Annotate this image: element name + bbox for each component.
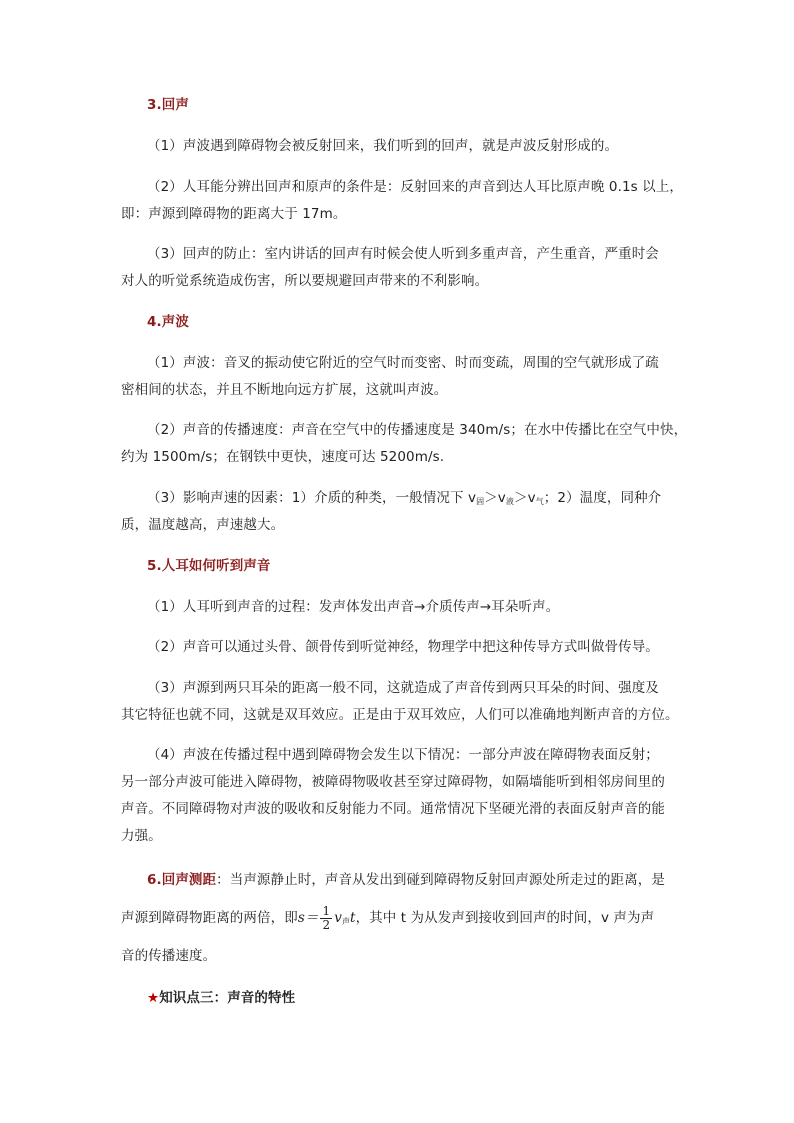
s4-p3-gt-1: ＞v <box>484 490 506 506</box>
s3-paragraph-3-line-2: 对人的听觉系统造成伤害，所以要规避回声带来的不利影响。 <box>121 273 489 289</box>
s5-paragraph-1: （1）人耳听到声音的过程：发声体发出声音→介质传声→耳朵听声。 <box>147 599 560 615</box>
s5-paragraph-3-line-1: （3）声源到两只耳朵的距离一般不同，这就造成了声音传到两只耳朵的时间、强度及 <box>147 680 659 696</box>
subscript-gas: 气 <box>535 497 544 506</box>
section-6-heading: 6.回声测距 <box>147 872 217 888</box>
formula-fraction <box>320 905 332 932</box>
s5-paragraph-4-line-2: 另一部分声波可能进入障碍物，被障碍物吸收甚至穿过障碍物，如隔墙能听到相邻房间里的 <box>121 774 665 790</box>
s4-paragraph-2-line-1: （2）声音的传播速度：声音在空气中的传播速度是 340m/s；在水中传播比在空气中快， <box>147 422 688 438</box>
s4-p3-gt-2: ＞v <box>513 490 536 506</box>
s5-paragraph-4-line-4: 力强。 <box>121 828 162 844</box>
s3-paragraph-3-line-1: （3）回声的防止：室内讲话的回声有时候会使人听到多重声音，产生重音，严重时会 <box>147 246 659 262</box>
section-5-heading: 5.人耳如何听到声音 <box>147 558 271 574</box>
s4-paragraph-3-line-1 <box>147 489 661 511</box>
s6-line-2-text-b: ，其中 t 为从发声到接收到回声的时间，v 声为声 <box>355 910 655 926</box>
s4-p3-text-b: ；2）温度，同种介 <box>543 490 662 506</box>
fraction-numerator: 1 <box>322 903 331 918</box>
star-icon: ★ <box>147 990 160 1006</box>
subscript-liquid: 液 <box>505 497 514 506</box>
s6-line-1-text: ：当声源静止时，声音从发出到碰到障碍物反射回声源处所走过的距离，是 <box>216 872 665 888</box>
s5-paragraph-2: （2）声音可以通过头骨、颌骨传到听觉神经，物理学中把这种传导方式叫做骨传导。 <box>147 639 659 655</box>
s3-paragraph-2-line-2: 即：声源到障碍物的距离大于 17m。 <box>121 206 347 222</box>
section-3-heading: 3.回声 <box>147 97 189 113</box>
fraction-denominator: 2 <box>322 917 331 932</box>
s4-paragraph-1-line-2: 密相间的状态，并且不断地向远方扩展，这就叫声波。 <box>121 382 448 398</box>
s3-paragraph-1: （1）声波遇到障碍物会被反射回来，我们听到的回声，就是声波反射形成的。 <box>147 138 619 154</box>
s6-line-1 <box>147 871 665 889</box>
s4-paragraph-2-line-2: 约为 1500m/s；在钢铁中更快，速度可达 5200m/s. <box>121 449 445 465</box>
s4-paragraph-3-line-2: 质，温度越高，声速越大。 <box>121 517 285 533</box>
knowledge-point-heading <box>147 989 295 1007</box>
subscript-solid: 固 <box>476 497 485 506</box>
s5-paragraph-3-line-2: 其它特征也就不同，这就是双耳效应。正是由于双耳效应，人们可以准确地判断声音的方位。 <box>121 707 679 723</box>
s5-paragraph-4-line-3: 声音。不同障碍物对声波的吸收和反射能力不同。通常情况下坚硬光滑的表面反射声音的能 <box>121 801 665 817</box>
section-4-heading: 4.声波 <box>147 314 189 330</box>
s5-paragraph-4-line-1: （4）声波在传播过程中遇到障碍物会发生以下情况：一部分声波在障碍物表面反射； <box>147 747 659 763</box>
s3-paragraph-2-line-1: （2）人耳能分辨出回声和原声的条件是：反射回来的声音到达人耳比原声晚 0.1s 以上， <box>147 179 683 195</box>
s6-line-3: 音的传播速度。 <box>121 948 217 964</box>
formula-v-subscript: 声 <box>341 917 351 926</box>
s4-p3-text-a: （3）影响声速的因素：1）介质的种类，一般情况下 v <box>147 490 477 506</box>
knowledge-point-title: 知识点三：声音的特性 <box>159 990 296 1006</box>
formula-t: t <box>350 910 356 926</box>
s6-line-2 <box>121 903 654 937</box>
s6-line-2-text-a: 声源到障碍物距离的两倍，即 <box>121 910 298 926</box>
s4-paragraph-1-line-1: （1）声波：音叉的振动使它附近的空气时而变密、时而变疏，周围的空气就形成了疏 <box>147 355 659 371</box>
formula-v: v <box>334 910 342 926</box>
formula-lhs: s＝ <box>297 910 319 926</box>
